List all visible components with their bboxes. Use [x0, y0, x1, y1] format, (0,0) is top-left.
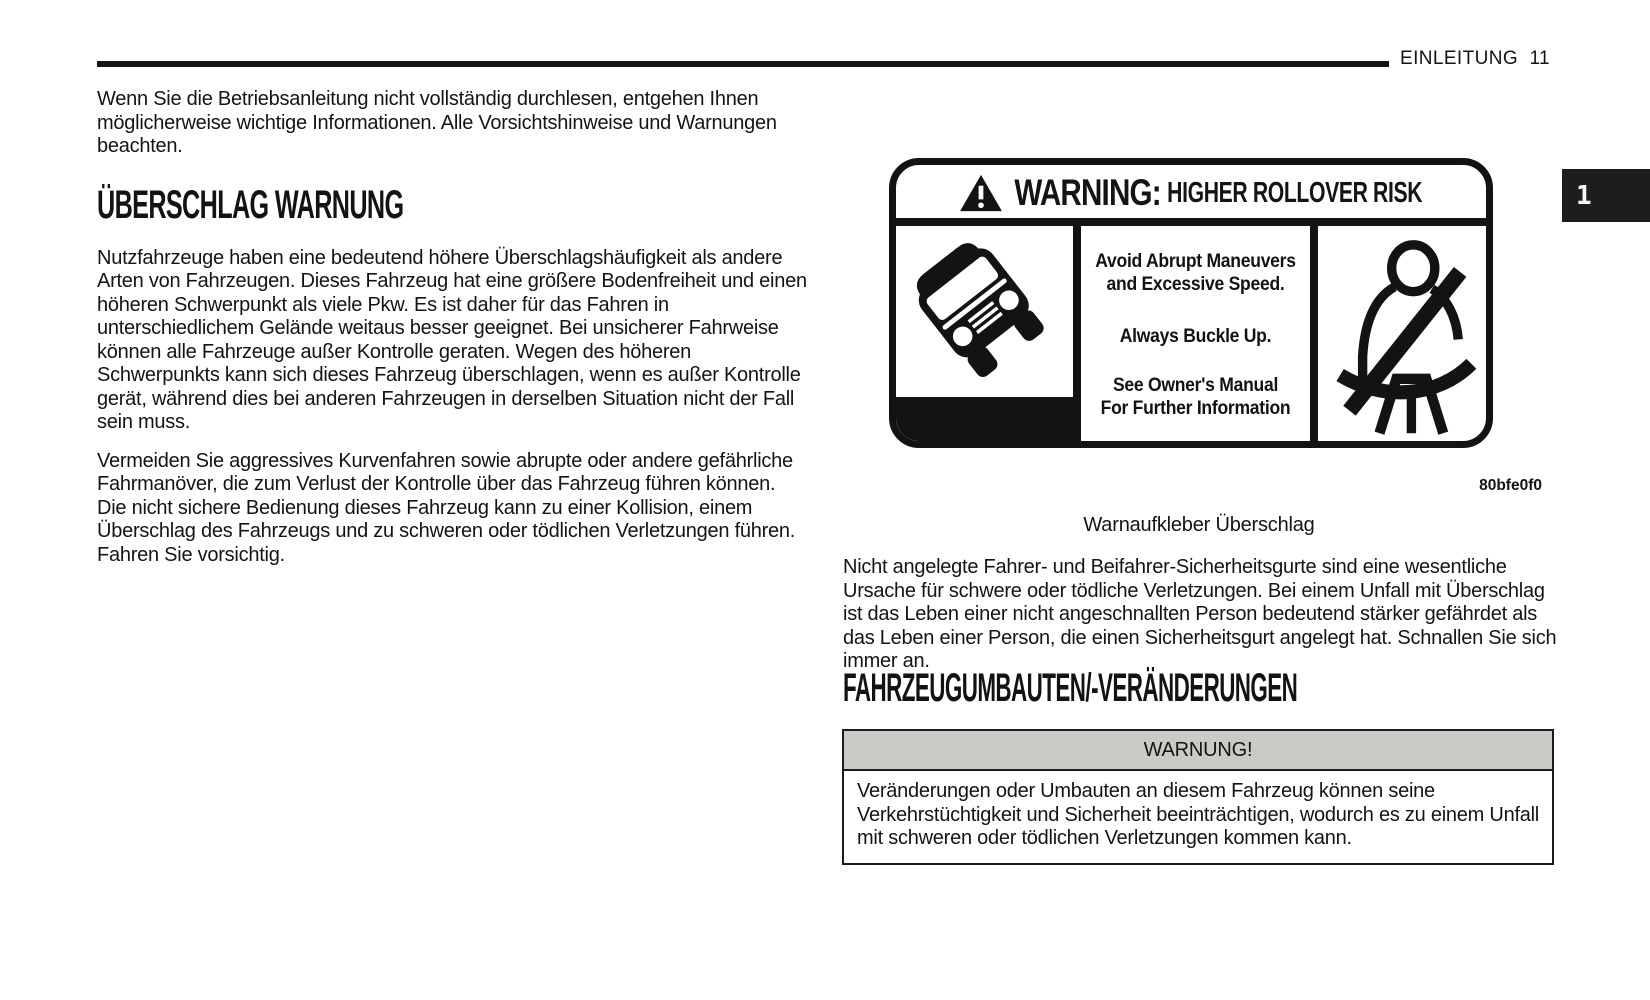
warning-word: WARNING: — [1014, 172, 1162, 213]
label-message-line: and Excessive Speed. — [1106, 273, 1285, 295]
warning-box-header — [844, 731, 1552, 771]
page-number: 11 — [1529, 48, 1550, 69]
rollover-label-header — [896, 165, 1486, 218]
seatbelt-paragraph: Nicht angelegte Fahrer- und Beifahrer-Sicherheitsgurte sind eine wesentliche Ursache für schwere oder tödliche Verletzungen. Bei einem Unfall mit Überschlag ist das Leben einer nicht angeschnallten Person bedeutend stärker gefährdet als das Leben einer Person, die einen Sicherheitsgurt angelegt hat. Schnallen Sie sich immer an. — [843, 556, 1557, 672]
figure-caption: Warnaufkleber Überschlag — [1083, 514, 1315, 536]
warning-subtitle: HIGHER ROLLOVER RISK — [1167, 176, 1423, 209]
label-message-line: Avoid Abrupt Maneuvers — [1095, 250, 1296, 272]
rollover-paragraph-1: Nutzfahrzeuge haben eine bedeutend höhere Überschlagshäufigkeit als andere Arten von Fahrzeugen. Dieses Fahrzeug hat eine größere Bodenfreiheit und einen höheren Schwerpunkt als viele Pkw. Es ist daher für das Fahren in unterschiedlichem Gelände weitaus besser geeignet. Bei unsicherer Fahrweise können alle Fahrzeuge außer Kontrolle geraten. Wegen des höheren Schwerpunkts kann sich dieses Fahrzeug überschlagen, wenn es außer Kontrolle gerät, während dies bei anderen Fahrzeugen in derselben Situation nicht der Fall sein muss. — [97, 246, 807, 433]
rollover-vehicle-icon — [898, 230, 1070, 402]
rollover-warning-label — [889, 158, 1493, 448]
rollover-paragraph-2: Vermeiden Sie aggressives Kurvenfahren sowie abrupte oder andere gefährliche Fahrmanöver, die zum Verlust der Kontrolle über das Fahrzeug führen können. Die nicht sichere Bedienung dieses Fahrzeug kann zu einer Kollision, einem Überschlag des Fahrzeugs und zu schweren oder tödlichen Verletzungen führen. Fahren Sie vorsichtig. — [97, 449, 796, 566]
label-left-panel — [896, 226, 1073, 441]
chapter-tab — [1562, 169, 1650, 222]
section-heading-modifications: FAHRZEUGUMBAUTEN/-VERÄNDERUNGEN — [843, 666, 1298, 710]
warning-triangle-icon — [958, 173, 1004, 213]
warning-box-title: WARNUNG! — [1143, 738, 1253, 761]
figure-code: 80bfe0f0 — [1479, 477, 1542, 494]
label-horizontal-divider — [896, 218, 1486, 226]
chapter-tab-number: 1 — [1576, 180, 1592, 211]
warning-box-text: Veränderungen oder Umbauten an diesem Fahrzeug können seine Verkehrstüchtigkeit und Sicherheit beeinträchtigen, wodurch es zu einem Unfall mit schweren oder tödlichen Verletzungen kommen kann. — [857, 780, 1540, 849]
page-header — [1400, 48, 1550, 70]
section-heading-rollover: ÜBERSCHLAG WARNUNG — [97, 182, 404, 227]
label-message-line: Always Buckle Up. — [1119, 325, 1272, 347]
label-message-line: For Further Information — [1100, 397, 1291, 419]
label-vertical-divider — [1310, 226, 1318, 441]
label-bottom-band — [896, 397, 1073, 441]
section-title: EINLEITUNG — [1400, 48, 1519, 69]
label-panels — [896, 226, 1486, 441]
label-message-line: See Owner's Manual — [1112, 374, 1279, 396]
buckled-occupant-icon — [1327, 236, 1477, 441]
warning-box — [842, 729, 1554, 865]
header-rule — [97, 61, 1389, 67]
warning-box-body — [844, 771, 1552, 863]
left-column — [97, 88, 809, 567]
label-message-panel — [1081, 226, 1310, 441]
label-vertical-divider — [1073, 226, 1081, 441]
label-right-panel — [1318, 226, 1486, 441]
intro-paragraph: Wenn Sie die Betriebsanleitung nicht vollständig durchlesen, entgehen Ihnen möglicherweise wichtige Informationen. Alle Vorsichtshinweise und Warnungen beachten. — [97, 88, 777, 157]
